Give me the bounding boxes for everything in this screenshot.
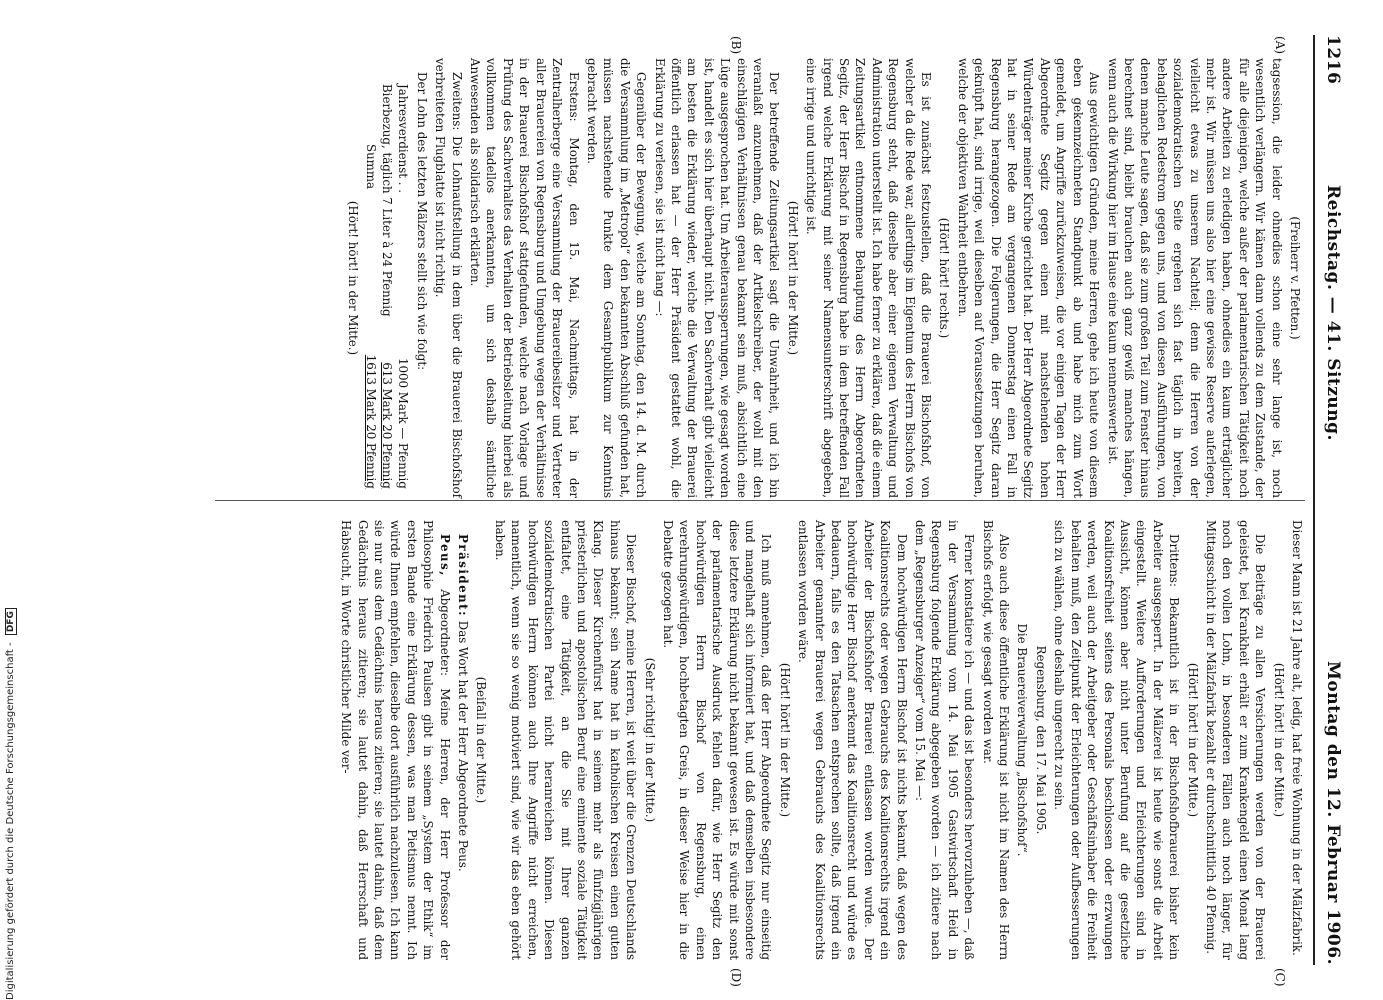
margin-marker-c: (C)	[1273, 968, 1287, 987]
speaker-statement	[338, 520, 453, 960]
paragraph: Aus gewichtigen Gründen, meine Herren, gehe ich heute von diesem eben gekennzeichneten Standpunkt ab und habe mich zum Wort gemeldet, um Angriffe zurückzuweisen, die vor einigen Tagen der Herr Abgeordnete Segitz gegen einen mit nachstehenden hohen Würdenträger meiner Kirche gerichtet hat. Der Herr Abgeordnete Segitz hat in seiner Rede am vergangenen Donnerstag einen Fall in Regensburg herangezogen. Die Folgerungen, die Herr Segitz daran geknüpft hat, sind irrige, weil dieselben auf Voraussetzungen beruhen, welche der objektiven Wahrheit entbehren.	[955, 58, 1102, 498]
dateline: Regensburg, den 17. Mai 1905.	[1033, 645, 1048, 835]
page-header	[1313, 35, 1343, 965]
wage-row	[395, 84, 411, 489]
wage-row	[363, 84, 379, 489]
margin-marker-d: (D)	[729, 968, 743, 987]
wage-label: Summa	[364, 144, 379, 190]
session-title: Reichstag. — 41. Sitzung.	[1323, 185, 1343, 441]
paragraph: Zweitens: Die Lohnaufstellung in dem über die Brauerei Bischofshof verbreiteten Flugblatte ist nicht richtig.	[433, 58, 464, 498]
dfg-logo: DFG	[5, 608, 17, 635]
margin-marker-a: (A)	[1273, 36, 1287, 55]
wage-row	[379, 84, 395, 489]
interjection: (Hört! hört! rechts.)	[937, 217, 952, 339]
interjection: (Sehr richtig! in der Mitte.)	[642, 657, 657, 823]
interjection: (Beifall in der Mitte.)	[474, 676, 489, 804]
wage-value: 613 Mark 20 Pfennig	[380, 362, 395, 489]
speaker-text: Meine Herren, der Herr Professor der Philosophie Friedrich Paulsen gibt in seinem „System der Ethik“ im ersten Bande eine Erklärung dessen, was man Pietismus nennt. Ich würde Ihnen empfehlen, dieselbe dort ausführlich nachzulesen. Ich kann sie nur aus dem Gedächtnis heraus zitieren; sie lautet dahin, daß dem Gedächtnis heraus zitieren; sie lautet dahin, daß Herrschaft und Habsucht, in Worte christlicher Milde ver-	[339, 520, 452, 961]
president-text: Das Wort hat der Herr Abgeordnete Peus.	[456, 620, 471, 872]
paragraph: Der Lohn des letzten Mälzers stellt sich wie folgt:	[414, 72, 429, 371]
paragraph: Es ist zunächst festzustellen, daß die Brauerei Bischofshof, von welcher da die Rede war, allerdings im Eigentum des Herrn Bischofs von Regensburg steht, daß dieselbe aber einer eigenen Verwaltung und Administration unterstellt ist. Ich habe ferner zu erklären, daß die einem Zeitungsartikel entnommene Behauptung des Herrn Abgeordneten Segitz, der Herr Bischof in Regensburg habe in dem betreffenden Fall irgend welche Erklärung mit seiner Namensunterschrift abgegeben, eine irrige und unrichtige ist.	[804, 58, 934, 498]
wage-table	[363, 84, 411, 489]
paragraph: Ferner konstatiere ich — und das ist besonders hervorzuheben —, daß in der Versammlung vom 14. Mai 1905 Gastwirtschaft Heid in Regensburg folgende Erklärung abgegeben worden — ich zitiere nach dem „Regensburger Anzeiger“ vom 15. Mai —:	[913, 520, 977, 960]
interjection: (Hört! hört! in der Mitte.)	[1185, 662, 1200, 818]
paragraph: Drittens: Bekanntlich ist in der Bischofshofbrauerei bisher kein Arbeiter ausgesperrt. In der Mälzerei ist heute wie sonst die Arbeit eingestellt. Weitere Aufforderungen und Erleichterungen sind in Aussicht, können aber nicht unter Berufung auf die gesetzliche Koalitionsfreiheit seitens des Personals beschlossen oder erzwungen werden, weil auch der Arbeitgeber oder Geschäftsinhaber die Freiheit behalten muß, den Zeitpunkt der Erleichterungen oder Aufbesserungen sich zu wählen, ohne deshalb ungerecht zu sein.	[1052, 520, 1182, 960]
header-rule	[1313, 35, 1315, 965]
paragraph: Der betreffende Zeitungsartikel sagt die Unwahrheit, und ich bin veranlaßt anzunehmen, daß der Artikelschreiber, der wohl mit den einschlägigen Verhältnissen genau bekannt sein muß, absichtlich eine Lüge ausgesprochen hat. Um Arbeiteraussperrungen, wie gesagt worden ist, handelt es sich hier überhaupt nicht. Den Sachverhalt gibt vielleicht am besten die Erklärung wieder, welche die Verwaltung der Brauerei öffentlich erlassen hat — der Herr Präsident gestattet wohl, die Erklärung zu verlesen, sie ist nicht lang —:	[652, 58, 782, 498]
wage-label: Jahresverdienst . .	[396, 84, 411, 194]
paragraph: Dem hochwürdigen Herrn Bischof ist nichts bekannt, daß wegen des Koalitionsrechts oder wegen Gebrauchs des Koalitionsrechts irgend ein Arbeiter der Bischofshofer Brauerei entlassen worden wurde. Der hochwürdige Herr Bischof anerkennt das Koalitionsrecht und würde es bedauern, falls es den Tatsachen entsprechen sollte, daß irgend ein Arbeiter genannter Brauerei wegen Gebrauchs des Koalitionsrechts entlassen worden wäre.	[796, 520, 909, 960]
paragraph: Erstens: Montag, den 15. Mai, Nachmittags, hat in der Zentralherberge eine Versammlung der Brauereibesitzer und Vertreter aller Brauereien von Regensburg und Umgebung wegen der Verhältnisse in der Brauerei Bischofshof stattgefunden, welche nach Vorlage und Prüfung des Sachverhaltes das Verhalten der Betriebsleitung hierbei als vollkommen tadellos anerkannten, um sich deshalb sämtliche Anwesenden als solidarisch erklärten.	[468, 58, 581, 498]
interjection: (Hört! hört! in der Mitte.)	[1271, 662, 1286, 818]
president-label: Präsident:	[456, 534, 471, 617]
paragraph: Dieser Mann ist 21 Jahre alt, ledig, hat freie Wohnung in der Mälzfabrik.	[1290, 520, 1304, 956]
paragraph: Die Beiträge zu allen Versicherungen werden von der Brauerei geleistet, bei Krankheit erhält er zum Krankengeld einen Monat lang noch den vollen Lohn, in besonderen Fällen auch noch länger, für Mittagsschicht in der Mälzfabrik bezahlt er durchschnittlich 40 Pfennig.	[1203, 520, 1268, 960]
paragraph: tagsession, die leider ohnedies schon eine sehr lange ist, noch wesentlich verlängern. Wir kämen dann vollends zu dem Zustande, der für alle diejenigen, welche außer der parlamentarischen Tätigkeit noch andere Arbeiten zu erledigen haben, ohnedies ein kaum erträglicher mehr ist. Wir müssen uns also hier eine gewisse Reserve auferlegen, vielleicht etwas zu unserem Nachteil; denn die Herren von der sozialdemokratischen Seite ergehen sich fast täglich in breiten, behaglichen Redestrom gegen uns, und von diesen Ausführungen, von denen manche Leute sagen, daß sie zum großen Teil zum Fenster hinaus berechnet sind, bleibt brauchen auch ganz gewiß manches hängen, wenn auch die Wirkung hier im Hause eine kaum nennenswerte ist.	[1105, 58, 1284, 498]
president-statement	[455, 520, 471, 960]
paragraph: Gegenüber der Bewegung, welche am Sonntag, den 14. d. M. durch die Versammlung im „Metropol“ den bekannten Abschluß gefunden hat, müssen nachstehende Punkte dem Gesamtpublikum zur Kenntnis gebracht werden.	[584, 58, 649, 498]
signature-line: Die Brauereiverwaltung „Bischofshof“.	[1015, 623, 1030, 857]
interjection: (Hört! hört! in der Mitte.)	[777, 662, 792, 818]
digitization-credit	[5, 608, 17, 1000]
wage-value: 1000 Mark — Pfennig	[396, 358, 411, 489]
paragraph: Dieser Bischof, meine Herren, ist weit über die Grenzen Deutschlands hinaus bekannt; sein Name hat in katholischen Kreisen einen guten Klang. Dieser Kirchenfürst hat in seinem mehr als fünfzigjährigen priesterlichen und apostolischen Beruf eine eminente soziale Tätigkeit entfaltet, eine Tätigkeit, an die Sie mit Ihrer ganzen sozialdemokratischen Partei nicht heranreichen können. Diesen hochwürdigen Herrn können auch Ihre Angriffe nicht erreichen, namentlich, wenn sie so wenig motiviert sind, wie wir das eben gehört haben.	[492, 520, 639, 960]
interjection: (Hört! hört! in der Mitte.)	[346, 200, 361, 356]
session-date: Montag den 12. Februar 1906.	[1323, 661, 1343, 965]
paragraph: Ich muß annehmen, daß der Herr Abgeordnete Segitz nur einseitig und mangelhaft sich informiert hat, und daß demselben insbesondere diese letztere Erklärung nicht bekannt gewesen ist. Es würde mit sonst der parlamentarische Ausdruck fehlen dafür, wie Herr Segitz den hochwürdigen Herrn Bischof von Regensburg, einen verehrungswürdigen, hochbetagten Greis, in dieser Weise hier in die Debatte gezogen hat.	[660, 520, 774, 960]
column-divider	[215, 500, 1305, 501]
margin-marker-b: (B)	[729, 36, 743, 55]
interjection: (Hört! hört! in der Mitte.)	[785, 200, 800, 356]
wage-label: Bierbezug, täglich 7 Liter à 24 Pfennig	[380, 84, 395, 317]
credit-text: Digitalisierung gefördert durch die Deutsche Forschungsgemeinschaft -	[5, 642, 16, 1000]
speaker-heading: (Freiherr v. Pfetten.)	[1288, 216, 1302, 340]
paragraph: Also auch diese öffentliche Erklärung ist nicht im Namen des Herrn Bischofs erfolgt, wie gesagt worden war.	[980, 520, 1012, 960]
speaker-role: Abgeordneter:	[437, 589, 452, 677]
left-column	[343, 58, 1305, 498]
right-column	[336, 520, 1305, 960]
page-number: 1216	[1323, 35, 1343, 85]
wage-value: 1613 Mark 20 Pfennig	[364, 354, 379, 489]
speaker-name: Peus,	[437, 534, 452, 577]
